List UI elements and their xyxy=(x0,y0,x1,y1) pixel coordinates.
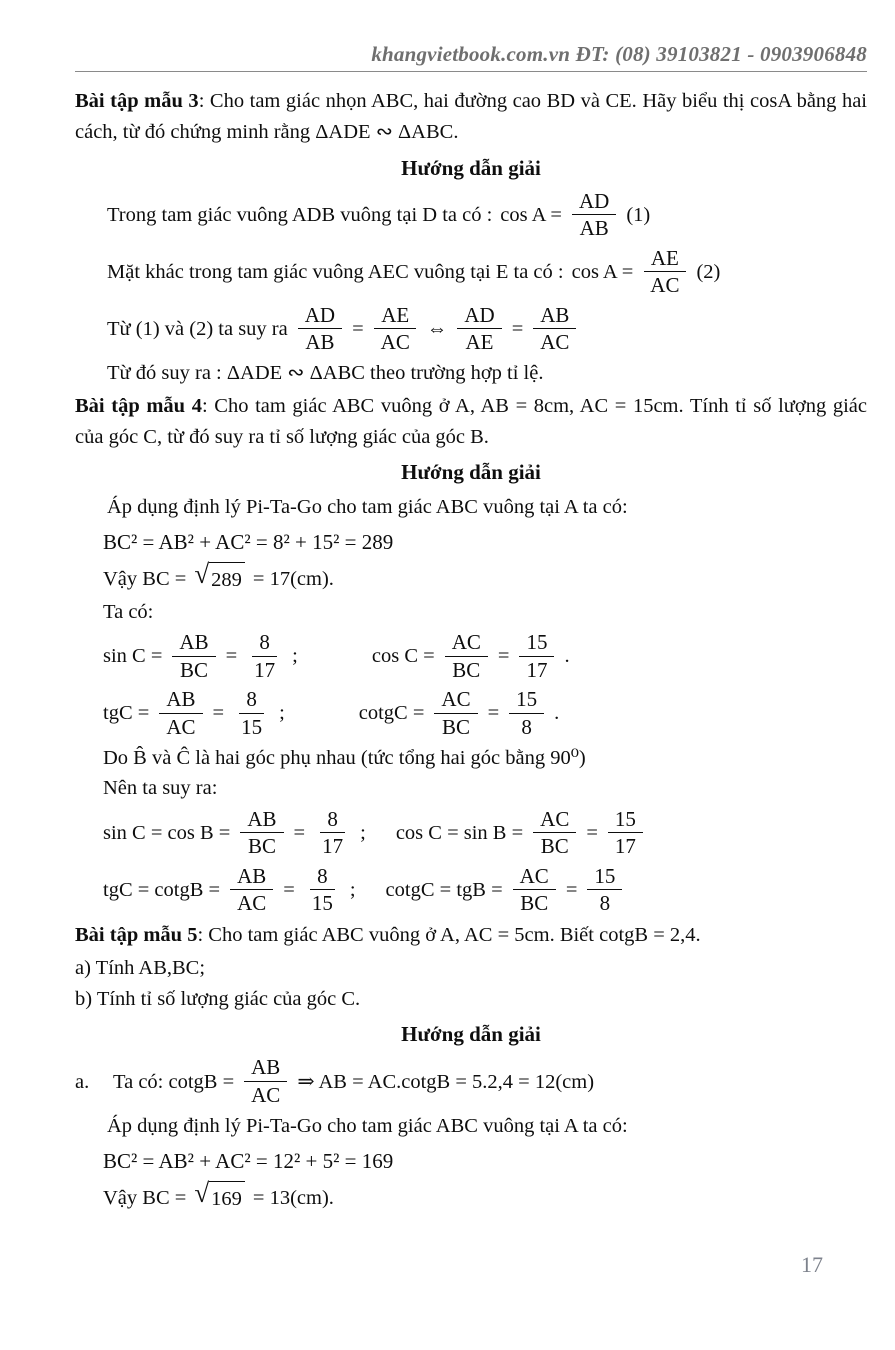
fraction-AE-AC: $\frac{AE}{AC}$ xyxy=(643,247,686,298)
fraction-AC-BC: $\frac{AC}{BC}$ xyxy=(445,631,488,682)
fraction-8-15: $\frac{8}{15}$ xyxy=(311,863,333,916)
exercise3-statement xyxy=(75,86,867,148)
equals-sign: = xyxy=(586,821,598,844)
fraction-AB-BC: $\frac{AB}{BC}$ xyxy=(240,808,283,859)
fraction-AB-AC: $\frac{AB}{AC}$ xyxy=(244,1056,287,1107)
fraction-15-8: $\frac{15}{8}$ xyxy=(509,688,544,739)
separator: . xyxy=(554,702,560,725)
equals-sign: = xyxy=(565,878,578,901)
page-content xyxy=(75,42,867,1215)
solution-a-row xyxy=(75,1054,867,1110)
trig-lhs: cos C = xyxy=(371,645,435,668)
fraction-15-17: $\frac{15}{17}$ xyxy=(608,808,643,859)
fraction-AB-AC: $\frac{AB}{AC}$ xyxy=(230,865,273,916)
fraction-8-15: $\frac{8}{15}$ xyxy=(241,687,263,739)
equals-sign: = xyxy=(212,702,225,725)
complementary-angles-note: Do B̂ và Ĉ là hai góc phụ nhau (tức tổng hai góc bằng 90⁰) xyxy=(103,746,586,769)
conclusion-similar-triangles: Từ đó suy ra : ΔADE ∾ ΔABC theo trường hợp tỉ lệ. xyxy=(107,362,544,385)
exercise4-label: Bài tập mẫu 4 xyxy=(75,394,202,417)
equation-post: = 17(cm). xyxy=(252,567,334,590)
equals-sign: = xyxy=(283,878,295,901)
guide-heading-ex3: Hướng dẫn giải xyxy=(401,155,541,180)
trig-row-2 xyxy=(75,686,867,742)
fraction-AD-AB: $\frac{AD}{AB}$ xyxy=(298,304,342,355)
formula-text: Từ (1) và (2) ta suy ra xyxy=(107,317,288,340)
formula-lhs: cos A = xyxy=(500,203,562,226)
exercise3-text: : Cho tam giác nhọn ABC, hai đường cao BD và CE. Hãy biểu thị cosA bằng hai cách, từ đó chứng minh rằng ΔADE ∾ ΔABC. xyxy=(75,90,867,143)
equals-sign: = xyxy=(497,645,510,668)
fraction-AB-AC: $\frac{AB}{AC}$ xyxy=(533,304,576,355)
site-credit: khangvietbook.com.vn ĐT: (08) 39103821 - 0903906848 xyxy=(371,42,867,66)
exercise5-statement xyxy=(75,920,867,951)
equation-bc-squared: BC² = AB² + AC² = 12² + 5² = 169 xyxy=(103,1148,394,1173)
trig-lhs: cotgC = xyxy=(358,702,425,725)
fraction-15-8: $\frac{15}{8}$ xyxy=(587,865,622,916)
sqrt-expression: √ 289 xyxy=(194,562,245,596)
trig-lhs: sin C = xyxy=(103,645,163,668)
solution-a-marker: a. xyxy=(75,1070,90,1093)
exercise5-item-a: a) Tính AB,BC; xyxy=(75,956,206,979)
fraction-AD-AE: $\frac{AD}{AE}$ xyxy=(457,304,501,355)
trig-lhs: cos C = sin B = xyxy=(395,821,524,844)
guide-heading-ex5: Hướng dẫn giải xyxy=(401,1022,541,1047)
exercise5-text: : Cho tam giác ABC vuông ở A, AC = 5cm. Biết cotgB = 2,4. xyxy=(197,924,701,947)
formula-cosA-1 xyxy=(75,187,867,243)
fraction-15-17: $\frac{15}{17}$ xyxy=(519,631,554,682)
fraction-AC-BC: $\frac{AC}{BC}$ xyxy=(434,688,477,739)
equation-pre: Vậy BC = xyxy=(103,1186,187,1209)
equation-tag: (2) xyxy=(696,260,721,283)
formula-text: Trong tam giác vuông ADB vuông tại D ta có : xyxy=(107,203,493,226)
separator: ; xyxy=(292,645,298,668)
equals-sign: = xyxy=(225,645,238,668)
trig-lhs: tgC = cotgB = xyxy=(103,878,221,901)
exercise3-label: Bài tập mẫu 3 xyxy=(75,90,199,113)
header-rule xyxy=(75,71,867,72)
equation-bc-sqrt xyxy=(75,1178,867,1215)
exercise5-item-b: b) Tính tỉ số lượng giác của góc C. xyxy=(75,987,361,1010)
nen-ta-suy-ra: Nên ta suy ra: xyxy=(103,777,218,800)
fraction-8-17: $\frac{8}{17}$ xyxy=(254,630,276,682)
fraction-AB-AC: $\frac{AB}{AC}$ xyxy=(159,688,202,739)
fraction-AB-BC: $\frac{AB}{BC}$ xyxy=(172,631,215,682)
separator: . xyxy=(564,645,570,668)
sum-row-2 xyxy=(75,862,867,918)
exercise5-label: Bài tập mẫu 5 xyxy=(75,924,198,947)
solution-a-pre: Ta có: cotgB = xyxy=(113,1070,235,1093)
equation-bc-sqrt xyxy=(75,559,867,596)
fraction-AD-AB: $\frac{AD}{AB}$ xyxy=(572,190,616,241)
exercise4-statement xyxy=(75,391,867,453)
formula-proportion xyxy=(75,301,867,357)
sqrt-expression: √ 169 xyxy=(194,1181,245,1215)
equation-tag: (1) xyxy=(626,203,651,226)
trig-lhs: sin C = cos B = xyxy=(103,821,231,844)
pythagoras-intro: Áp dụng định lý Pi-Ta-Go cho tam giác ABC vuông tại A ta có: xyxy=(107,1114,628,1137)
sqrt-sign: √ xyxy=(194,559,210,590)
formula-text: Mặt khác trong tam giác vuông AEC vuông tại E ta có : xyxy=(107,260,564,283)
equation-pre: Vậy BC = xyxy=(103,567,187,590)
formula-lhs: cos A = xyxy=(571,260,634,283)
taco-label: Ta có: xyxy=(103,600,154,623)
equals-sign: = xyxy=(511,317,524,340)
fraction-8-17: $\frac{8}{17}$ xyxy=(322,806,344,859)
sqrt-sign: √ xyxy=(194,1178,210,1209)
pythagoras-intro: Áp dụng định lý Pi-Ta-Go cho tam giác ABC vuông tại A ta có: xyxy=(107,495,628,518)
equals-sign: = xyxy=(487,702,500,725)
exercise4-text: : Cho tam giác ABC vuông ở A, AB = 8cm, AC = 15cm. Tính tỉ số lượng giác của góc C, từ đó suy ra tỉ số lượng giác của góc B. xyxy=(75,394,867,448)
separator: ; xyxy=(349,878,356,901)
equals-sign: = xyxy=(352,317,364,340)
equals-sign: = xyxy=(293,821,306,844)
fraction-AC-BC: $\frac{AC}{BC}$ xyxy=(513,865,556,916)
solution-a-post: ⇒ AB = AC.cotgB = 5.2,4 = 12(cm) xyxy=(297,1070,595,1093)
separator: ; xyxy=(279,702,285,725)
trig-lhs: cotgC = tgB = xyxy=(385,878,503,901)
equation-bc-squared: BC² = AB² + AC² = 8² + 15² = 289 xyxy=(103,529,394,554)
formula-cosA-2 xyxy=(75,244,867,300)
iff-sign: ⇔ xyxy=(426,317,448,340)
equation-post: = 13(cm). xyxy=(252,1186,334,1209)
sum-row-1 xyxy=(75,805,867,861)
trig-row-1 xyxy=(75,629,867,685)
page-number: 17 xyxy=(801,1252,823,1277)
trig-lhs: tgC = xyxy=(103,702,150,725)
fraction-AC-BC: $\frac{AC}{BC}$ xyxy=(533,808,576,859)
separator: ; xyxy=(360,821,366,844)
fraction-AE-AC: $\frac{AE}{AC}$ xyxy=(374,304,417,355)
guide-heading-ex4: Hướng dẫn giải xyxy=(401,460,541,485)
